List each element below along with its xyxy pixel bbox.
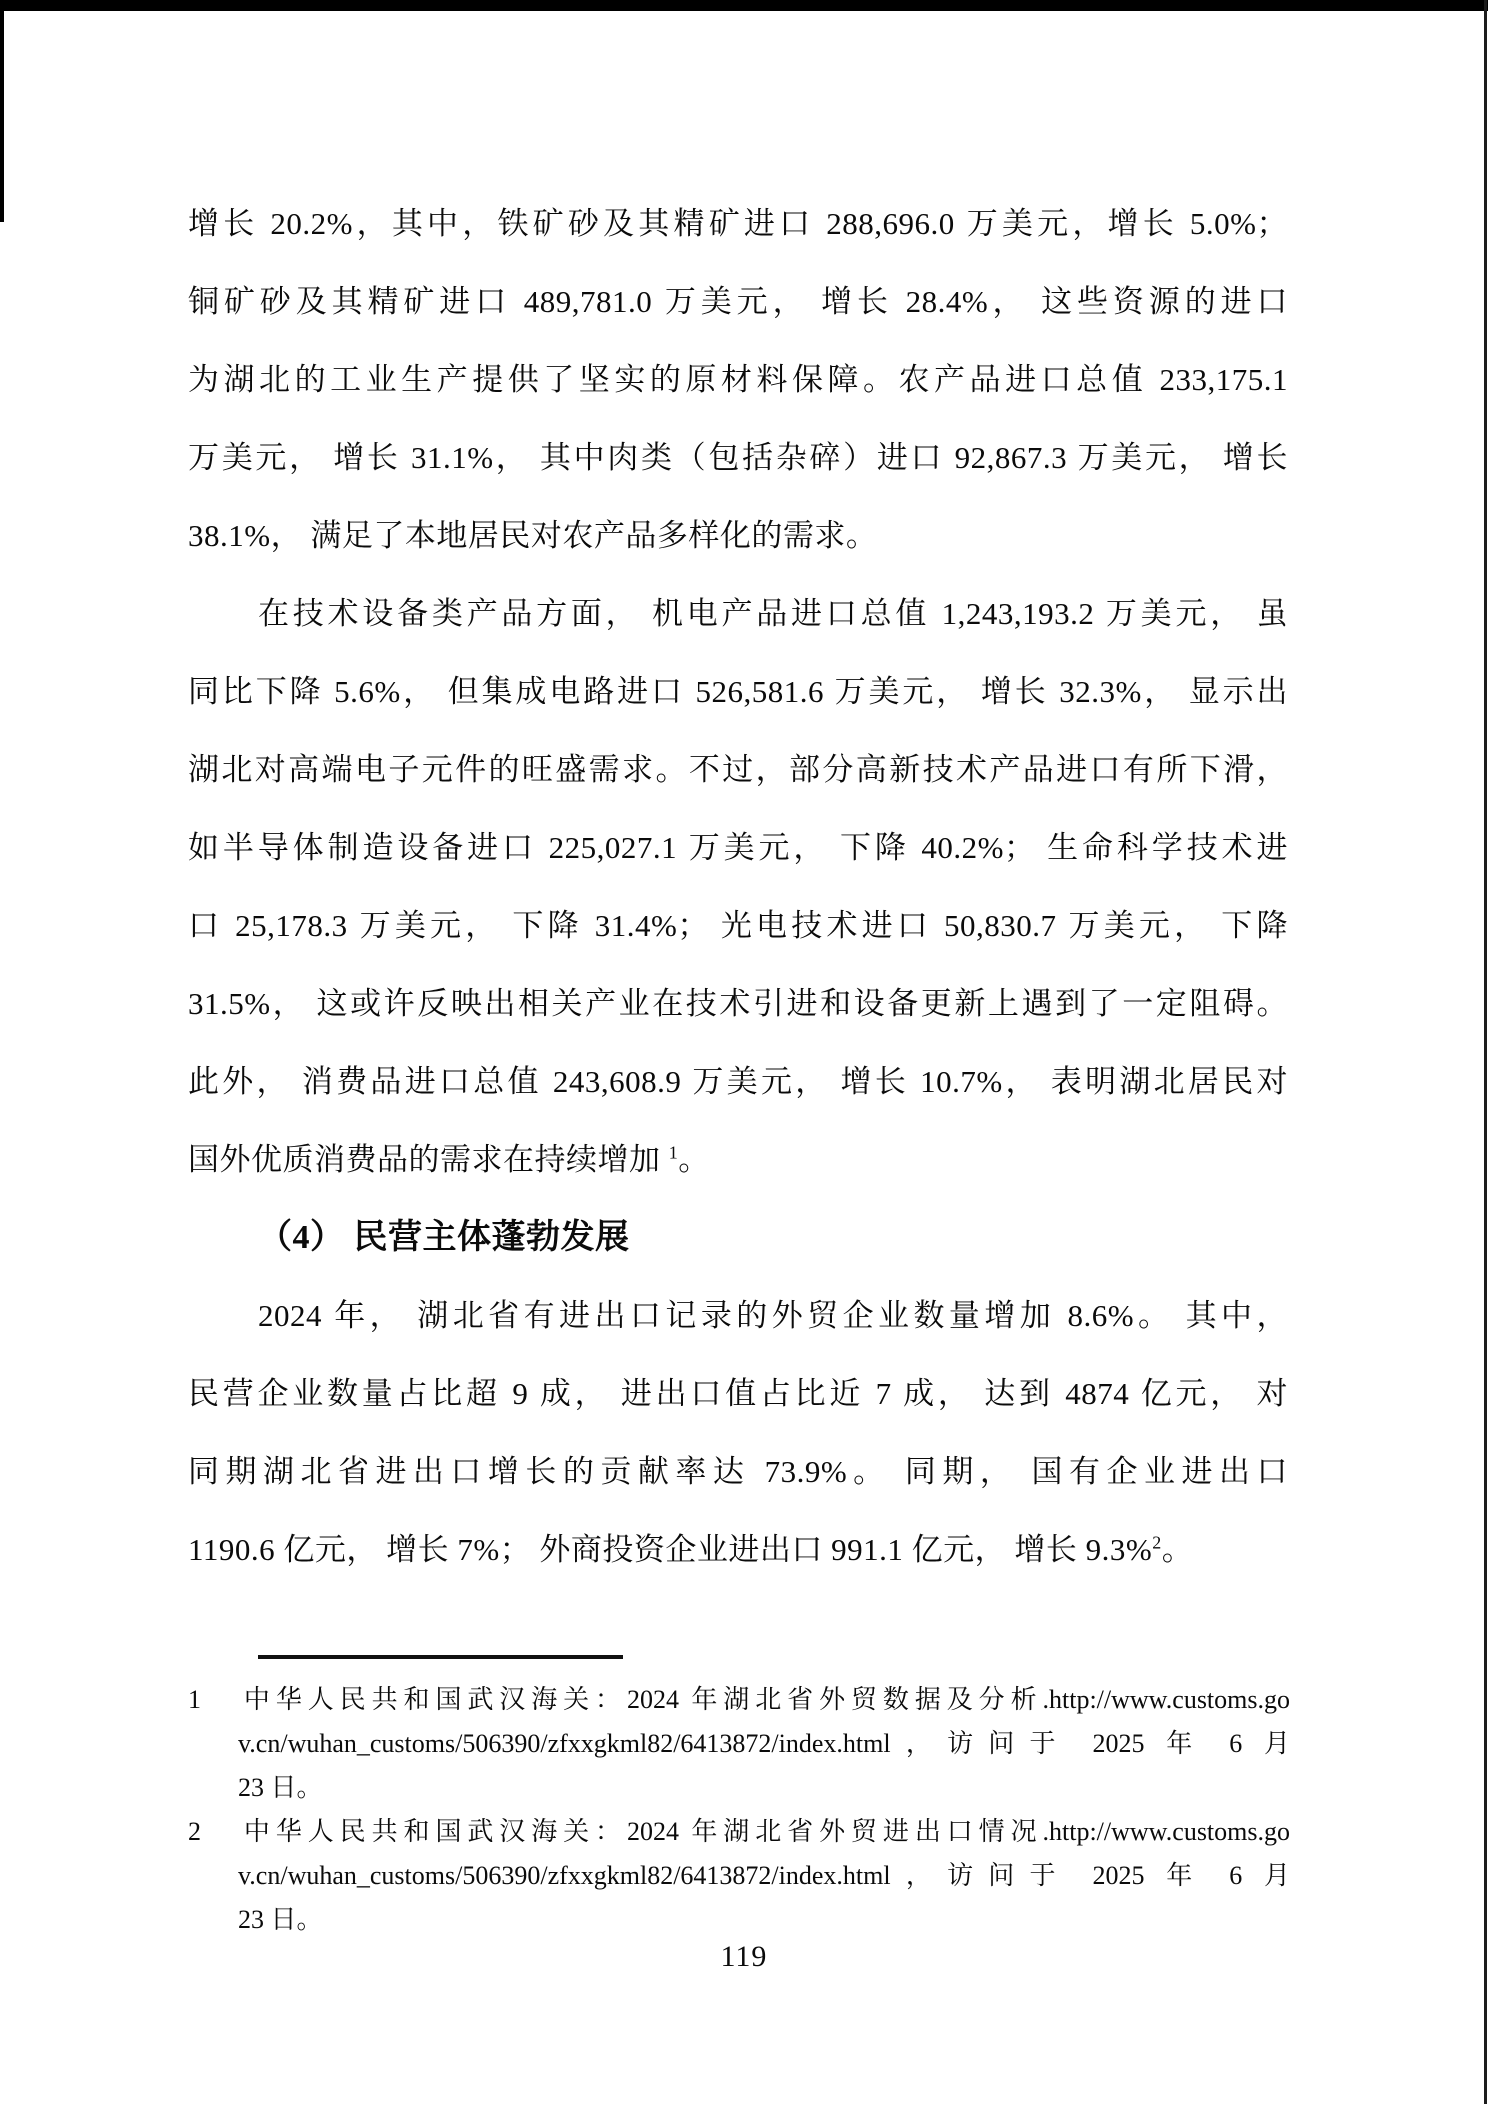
footnote-item bbox=[188, 1810, 1290, 1942]
scan-edge-top bbox=[0, 0, 1488, 11]
text-line: 增长 20.2%，其中，铁矿砂及其精矿进口 288,696.0 万美元，增长 5.0%； bbox=[188, 206, 1288, 241]
text-tail: 。 bbox=[678, 1142, 710, 1177]
footnote-line: 23 日。 bbox=[238, 1773, 323, 1802]
text-line: 民营企业数量占比超 9 成， 进出口值占比近 7 成， 达到 4874 亿元， 对 bbox=[188, 1376, 1288, 1411]
text-line: 湖北对高端电子元件的旺盛需求。不过，部分高新技术产品进口有所下滑， bbox=[188, 752, 1288, 787]
footnote-reference-2: 2 bbox=[1152, 1532, 1162, 1553]
scan-edge-right bbox=[1484, 0, 1487, 2104]
footnote-marker: 2 bbox=[188, 1817, 201, 1846]
footnote-line bbox=[188, 1678, 1290, 1722]
text-line: 1190.6 亿元， 增长 7%； 外商投资企业进出口 991.1 亿元， 增长 9.3%$^2$。 bbox=[188, 1532, 1194, 1567]
body-text bbox=[188, 185, 1288, 1589]
text-line: 同比下降 5.6%， 但集成电路进口 526,581.6 万美元， 增长 32.3%， 显示出 bbox=[188, 674, 1288, 709]
section-heading: （4） 民营主体蓬勃发展 bbox=[258, 1219, 630, 1256]
text-line: 如半导体制造设备进口 225,027.1 万美元， 下降 40.2%； 生命科学技术进 bbox=[188, 830, 1288, 865]
footnote-line: v.cn/wuhan_customs/506390/zfxxgkml82/6413872/index.html，访问于 2025 年 6 月 bbox=[238, 1729, 1290, 1758]
text-line: 为湖北的工业生产提供了坚实的原材料保障。农产品进口总值 233,175.1 bbox=[188, 362, 1288, 397]
text-line: 国外优质消费品的需求在持续增加 $^1$。 bbox=[188, 1142, 710, 1177]
footnote-separator bbox=[258, 1655, 623, 1659]
page-number: 119 bbox=[720, 1940, 768, 1973]
text-line: 31.5%， 这或许反映出相关产业在技术引进和设备更新上遇到了一定阻碍。 bbox=[188, 986, 1288, 1021]
footnote-item bbox=[188, 1678, 1290, 1810]
footnote-marker: 1 bbox=[188, 1685, 201, 1714]
text-line: 在技术设备类产品方面， 机电产品进口总值 1,243,193.2 万美元， 虽 bbox=[258, 596, 1288, 631]
scan-edge-left bbox=[0, 0, 4, 222]
footnote-line: 23 日。 bbox=[238, 1905, 323, 1934]
footnote-reference-1: 1 bbox=[668, 1142, 679, 1163]
text-tail: 。 bbox=[1161, 1532, 1194, 1567]
text-line: 此外， 消费品进口总值 243,608.9 万美元， 增长 10.7%， 表明湖北居民对 bbox=[188, 1064, 1288, 1099]
text-line: 2024 年， 湖北省有进出口记录的外贸企业数量增加 8.6%。 其中， bbox=[258, 1298, 1288, 1333]
text-line: 口 25,178.3 万美元， 下降 31.4%； 光电技术进口 50,830.7 万美元， 下降 bbox=[188, 908, 1288, 943]
footnote-text: 中华人民共和国武汉海关：2024 年湖北省外贸进出口情况.http://www.customs.go bbox=[238, 1817, 1290, 1846]
footnote-line: v.cn/wuhan_customs/506390/zfxxgkml82/6413872/index.html，访问于 2025 年 6 月 bbox=[238, 1861, 1290, 1890]
text-line: 铜矿砂及其精矿进口 489,781.0 万美元， 增长 28.4%， 这些资源的进口 bbox=[188, 284, 1288, 319]
footnote-line bbox=[188, 1810, 1290, 1854]
footnotes bbox=[188, 1678, 1290, 1942]
text-line: 万美元， 增长 31.1%， 其中肉类（包括杂碎）进口 92,867.3 万美元， 增长 bbox=[188, 440, 1288, 475]
text-line: 同期湖北省进出口增长的贡献率达 73.9%。 同期， 国有企业进出口 bbox=[188, 1454, 1288, 1489]
footnote-text: 中华人民共和国武汉海关：2024 年湖北省外贸数据及分析.http://www.customs.go bbox=[238, 1685, 1290, 1714]
text-line: 38.1%， 满足了本地居民对农产品多样化的需求。 bbox=[188, 518, 878, 553]
